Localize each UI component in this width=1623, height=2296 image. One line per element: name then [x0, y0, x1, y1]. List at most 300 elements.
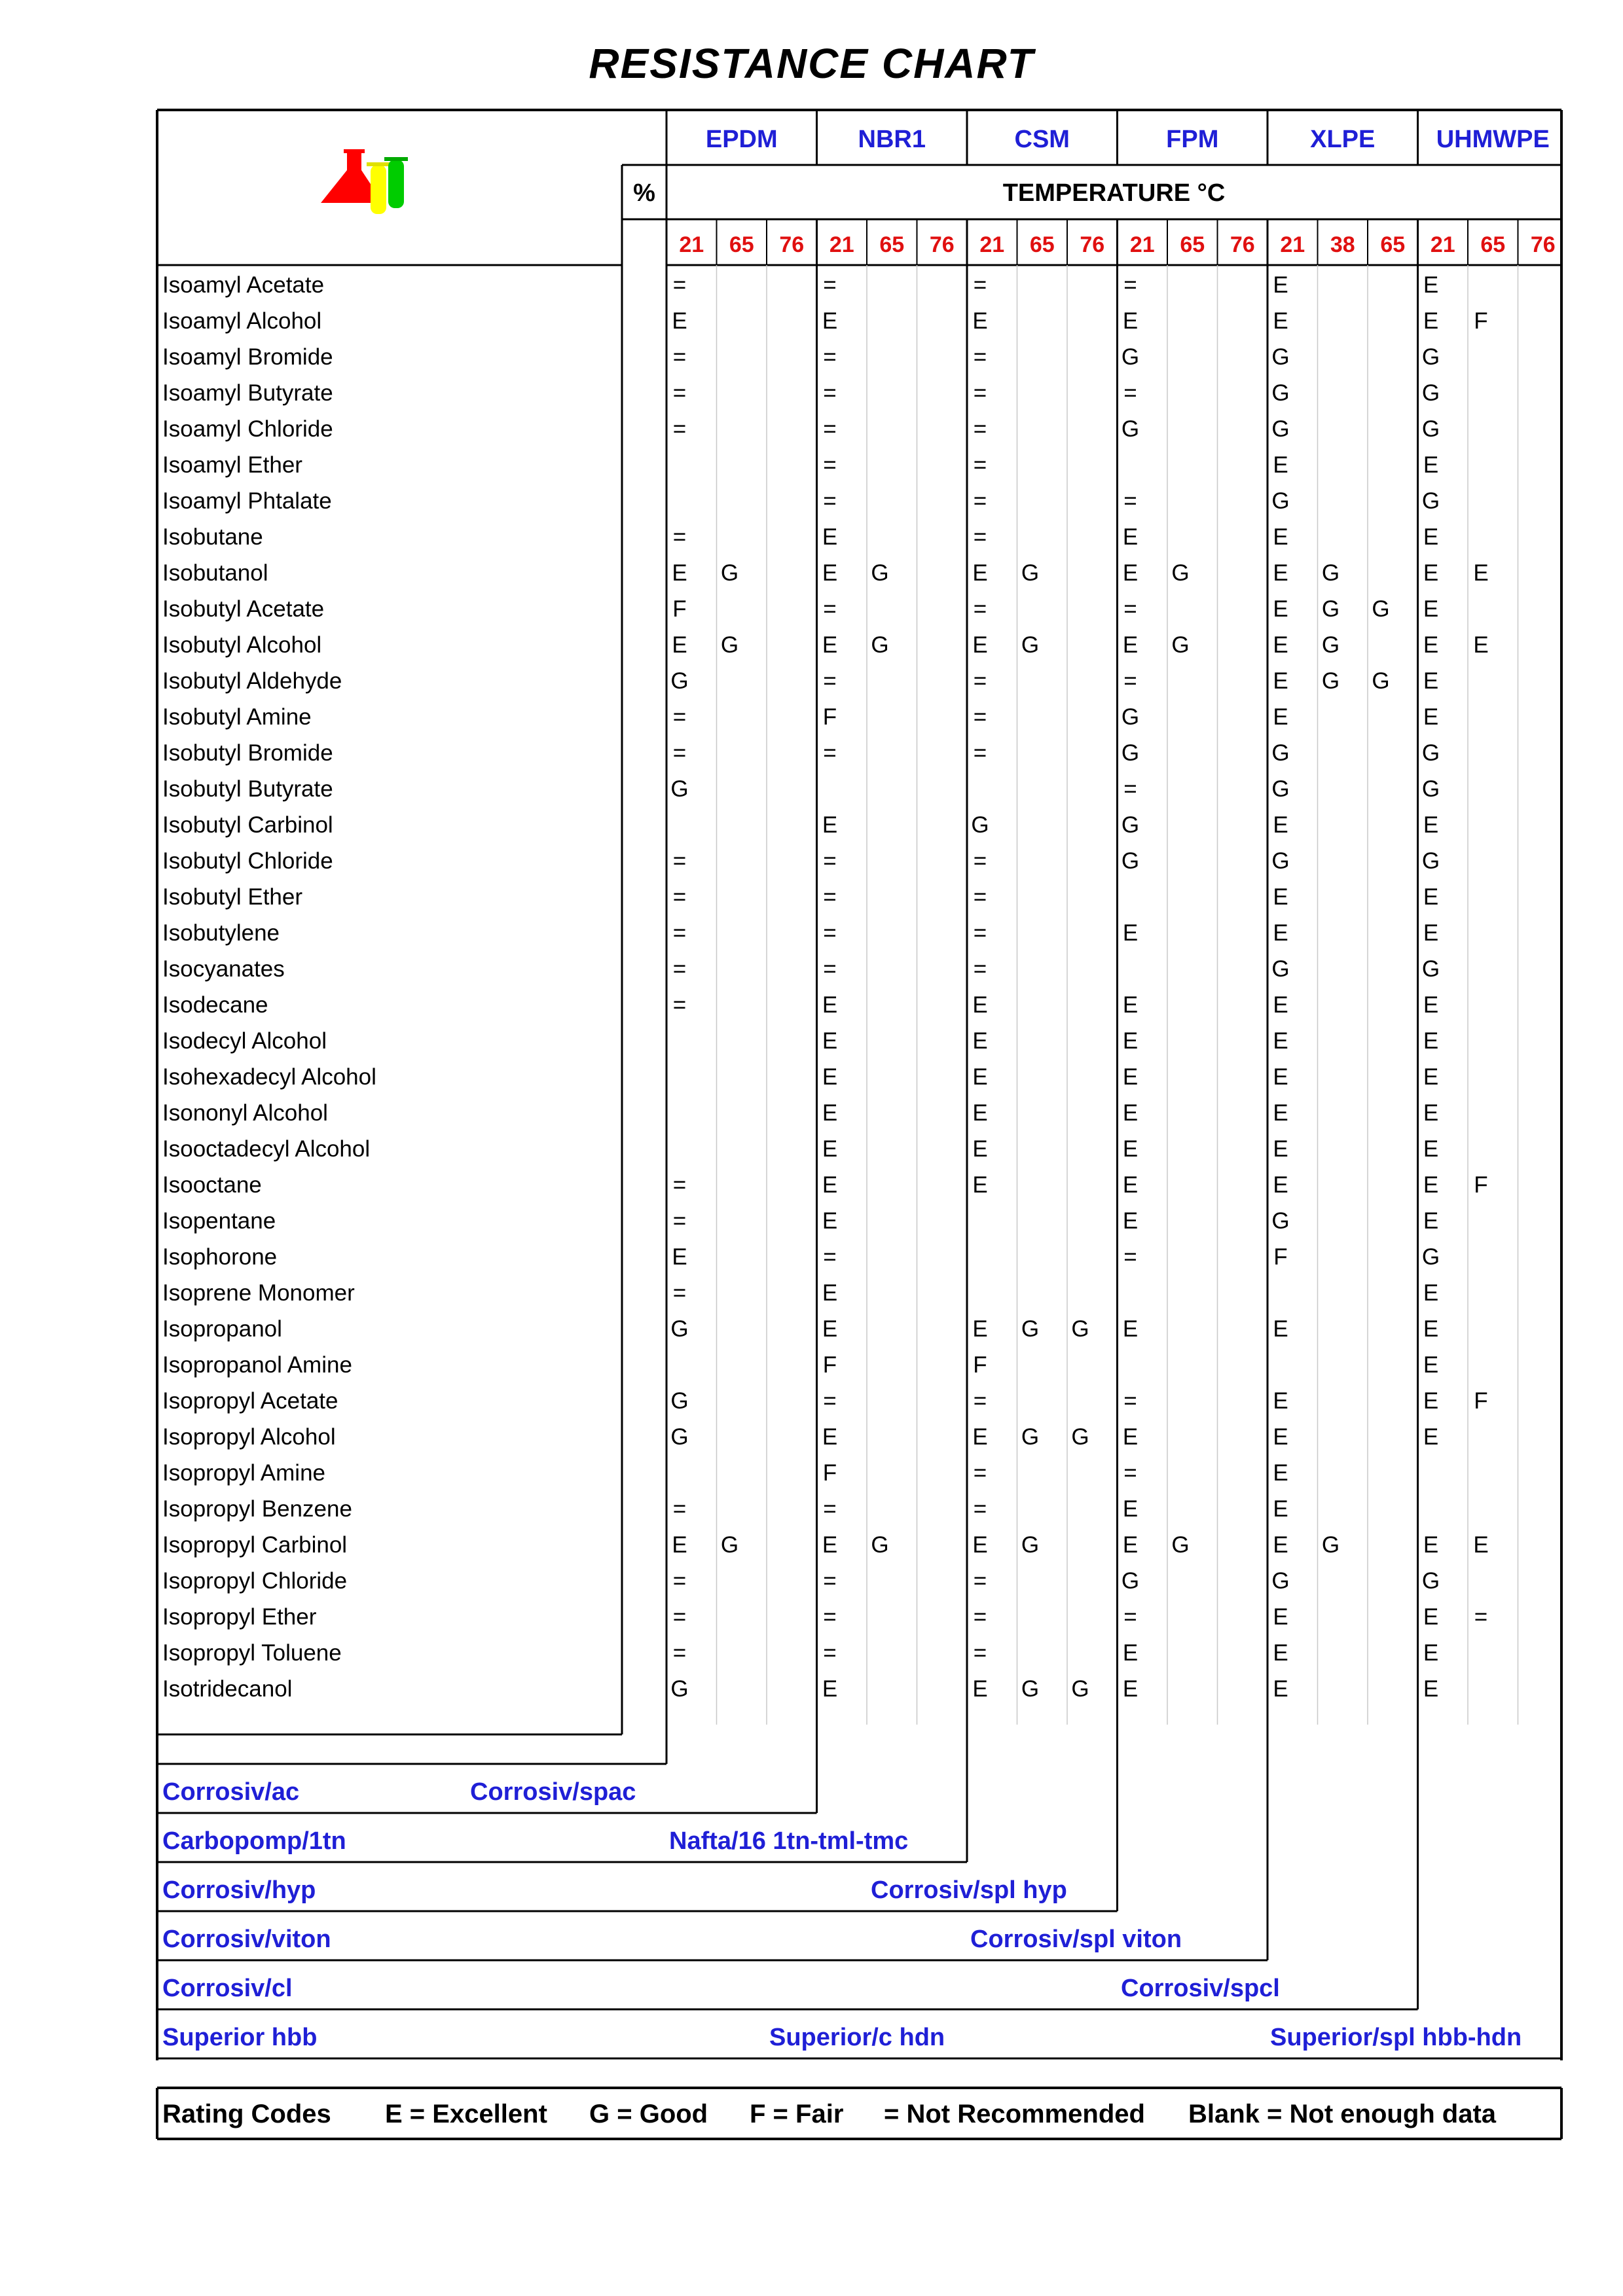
material-header-uhmwpe: UHMWPE: [1436, 126, 1550, 153]
rating-cell: E: [1273, 272, 1288, 298]
rating-cell: G: [1021, 560, 1040, 586]
rating-cell: G: [1121, 344, 1140, 370]
rating-cell: E: [1423, 452, 1439, 478]
rating-cell: G: [1121, 812, 1140, 838]
chemical-name: Isopropanol Amine: [162, 1352, 352, 1378]
rating-cell: =: [973, 704, 987, 730]
rating-cell: G: [670, 1316, 689, 1342]
rating-cell: E: [1423, 1424, 1439, 1450]
temperature-label: 38: [1330, 232, 1355, 257]
rating-cell: G: [1121, 1568, 1140, 1594]
rating-cell: =: [973, 1496, 987, 1522]
rating-cell: G: [1271, 1568, 1290, 1594]
rating-cell: G: [1271, 344, 1290, 370]
chemical-name: Isobutylene: [162, 920, 280, 946]
rating-cell: G: [670, 1676, 689, 1702]
rating-cell: =: [823, 488, 837, 514]
rating-cell: E: [972, 1136, 988, 1162]
chemical-name: Isobutyl Bromide: [162, 740, 333, 766]
rating-cell: E: [1273, 1136, 1288, 1162]
rating-cell: G: [1021, 632, 1040, 658]
rating-cell: E: [822, 1064, 838, 1090]
rating-cell: G: [670, 668, 689, 694]
legend-item: F = Fair: [750, 2100, 844, 2128]
rating-cell: G: [1321, 668, 1340, 694]
rating-cell: F: [1474, 308, 1488, 334]
rating-cell: E: [1273, 884, 1288, 910]
rating-cell: G: [1021, 1676, 1040, 1702]
temperature-label: 65: [1480, 232, 1506, 257]
chemical-name: Isononyl Alcohol: [162, 1100, 328, 1126]
rating-cell: =: [973, 416, 987, 442]
rating-cell: =: [672, 272, 687, 298]
rating-cell: =: [823, 380, 837, 406]
rating-cell: =: [973, 920, 987, 946]
rating-cell: G: [1421, 380, 1440, 406]
chemical-name: Isophorone: [162, 1244, 278, 1270]
rating-cell: E: [1273, 704, 1288, 730]
rating-cell: E: [822, 1532, 838, 1558]
temperature-label: 76: [929, 232, 955, 257]
rating-cell: E: [1423, 1352, 1439, 1378]
rating-cell: E: [1423, 272, 1439, 298]
note-label: Corrosiv/spl hyp: [871, 1876, 1067, 1904]
rating-cell: G: [1321, 596, 1340, 622]
rating-cell: E: [1273, 632, 1288, 658]
rating-cell: G: [1121, 740, 1140, 766]
rating-cell: E: [1423, 668, 1439, 694]
chemical-name: Isohexadecyl Alcohol: [162, 1064, 376, 1090]
rating-cell: =: [1123, 272, 1137, 298]
rating-cell: E: [1122, 524, 1139, 550]
rating-cell: E: [1423, 1028, 1439, 1054]
note-label: Corrosiv/viton: [162, 1926, 331, 1953]
rating-cell: =: [672, 344, 687, 370]
rating-cell: G: [1271, 1208, 1290, 1234]
rating-cell: E: [822, 1136, 838, 1162]
chemical-name: Isobutane: [162, 524, 263, 550]
rating-cell: E: [1423, 704, 1439, 730]
rating-cell: E: [822, 1172, 838, 1198]
temperature-label: 76: [1530, 232, 1556, 257]
rating-cell: E: [1122, 1640, 1139, 1666]
rating-cell: G: [720, 632, 739, 658]
rating-cell: E: [1273, 596, 1288, 622]
rating-cell: E: [1273, 452, 1288, 478]
rating-cell: E: [1273, 308, 1288, 334]
rating-cell: =: [1123, 1388, 1137, 1414]
rating-cell: E: [1273, 1532, 1288, 1558]
rating-cell: G: [1321, 632, 1340, 658]
temperature-label: 21: [829, 232, 854, 257]
rating-cell: E: [1273, 524, 1288, 550]
note-label: Carbopomp/1tn: [162, 1827, 346, 1855]
rating-cell: E: [1423, 524, 1439, 550]
rating-cell: E: [1423, 1100, 1439, 1126]
rating-cell: =: [672, 920, 687, 946]
rating-cell: G: [1421, 344, 1440, 370]
rating-cell: G: [1271, 848, 1290, 874]
rating-cell: =: [973, 956, 987, 982]
rating-cell: =: [672, 1280, 687, 1306]
rating-cell: =: [823, 920, 837, 946]
rating-cell: E: [1122, 1496, 1139, 1522]
rating-cell: E: [1273, 1172, 1288, 1198]
chemical-name: Isobutyl Aldehyde: [162, 668, 342, 694]
rating-cell: =: [973, 1388, 987, 1414]
legend-item: G = Good: [589, 2100, 708, 2128]
rating-cell: E: [1423, 1388, 1439, 1414]
temperature-label: 76: [1080, 232, 1105, 257]
rating-cell: E: [1122, 1316, 1139, 1342]
rating-cell: =: [973, 344, 987, 370]
chemical-name: Isoprene Monomer: [162, 1280, 355, 1306]
rating-cell: G: [1271, 416, 1290, 442]
rating-cell: =: [823, 1640, 837, 1666]
rating-cell: E: [1122, 632, 1139, 658]
temperature-label: 21: [679, 232, 704, 257]
rating-cell: E: [822, 1100, 838, 1126]
note-label: Corrosiv/cl: [162, 1975, 293, 2002]
rating-cell: =: [672, 884, 687, 910]
rating-cell: E: [1122, 1028, 1139, 1054]
rating-cell: G: [1421, 776, 1440, 802]
rating-cell: G: [1171, 1532, 1190, 1558]
rating-cell: E: [972, 1532, 988, 1558]
rating-cell: E: [672, 1532, 687, 1558]
rating-cell: E: [972, 1100, 988, 1126]
chart-logo: [321, 149, 408, 214]
rating-cell: G: [1271, 488, 1290, 514]
temperature-header: TEMPERATURE °C: [1002, 179, 1226, 207]
material-header-nbr1: NBR1: [858, 126, 926, 153]
rating-cell: E: [1273, 920, 1288, 946]
chemical-name: Isopropyl Toluene: [162, 1640, 342, 1666]
rating-cell: G: [1071, 1676, 1089, 1702]
rating-cell: G: [1021, 1424, 1040, 1450]
rating-cell: E: [1122, 560, 1139, 586]
chemical-name: Isopropyl Chloride: [162, 1568, 348, 1594]
chemical-name: Isopropyl Acetate: [162, 1388, 338, 1414]
rating-cell: E: [972, 1064, 988, 1090]
rating-cell: E: [1273, 992, 1288, 1018]
chemical-name: Isotridecanol: [162, 1676, 293, 1702]
chemical-name: Isobutyl Butyrate: [162, 776, 333, 802]
chemical-name: Isobutyl Alcohol: [162, 632, 322, 658]
rating-cell: =: [1123, 1604, 1137, 1630]
rating-cell: =: [1123, 596, 1137, 622]
rating-cell: =: [973, 524, 987, 550]
rating-cell: G: [1071, 1424, 1089, 1450]
rating-cell: =: [823, 596, 837, 622]
rating-cell: F: [1273, 1244, 1288, 1270]
rating-cell: E: [1273, 812, 1288, 838]
rating-cell: E: [1122, 308, 1139, 334]
material-header-xlpe: XLPE: [1310, 126, 1376, 153]
rating-cell: =: [823, 344, 837, 370]
rating-cell: E: [1423, 308, 1439, 334]
chemical-name: Isopropyl Ether: [162, 1604, 317, 1630]
rating-cell: G: [1421, 1244, 1440, 1270]
rating-cell: =: [1123, 488, 1137, 514]
rating-cell: =: [1123, 1244, 1137, 1270]
rating-cell: E: [672, 1244, 687, 1270]
rating-cell: =: [973, 1460, 987, 1486]
page-title: RESISTANCE CHART: [589, 40, 1034, 87]
rating-cell: E: [1423, 1676, 1439, 1702]
rating-cell: E: [972, 992, 988, 1018]
temperature-label: 21: [979, 232, 1005, 257]
rating-cell: E: [1423, 1640, 1439, 1666]
rating-cell: E: [1473, 560, 1489, 586]
rating-cell: G: [1021, 1316, 1040, 1342]
temperature-label: 21: [1280, 232, 1305, 257]
rating-cell: G: [670, 1388, 689, 1414]
rating-cell: G: [1421, 740, 1440, 766]
note-label: Corrosiv/spcl: [1121, 1975, 1280, 2002]
rating-cell: G: [720, 1532, 739, 1558]
rating-cell: E: [822, 524, 838, 550]
chemical-name: Isodecane: [162, 992, 268, 1018]
temperature-label: 21: [1430, 232, 1455, 257]
rating-cell: E: [1273, 560, 1288, 586]
legend-item: = Not Recommended: [884, 2100, 1145, 2128]
rating-cell: E: [1423, 632, 1439, 658]
rating-cell: =: [823, 884, 837, 910]
rating-cell: E: [822, 560, 838, 586]
rating-cell: E: [822, 632, 838, 658]
chemical-name: Isopropanol: [162, 1316, 282, 1342]
rating-cell: G: [1271, 956, 1290, 982]
note-label: Corrosiv/hyp: [162, 1876, 316, 1904]
chemical-name: Isoamyl Chloride: [162, 416, 333, 442]
rating-cell: E: [822, 1280, 838, 1306]
rating-cell: G: [1121, 416, 1140, 442]
rating-cell: E: [1122, 1532, 1139, 1558]
rating-cell: E: [1473, 632, 1489, 658]
rating-cell: G: [1372, 668, 1390, 694]
legend-label: Rating Codes: [162, 2100, 331, 2128]
temperature-label: 65: [1029, 232, 1055, 257]
rating-cell: =: [1123, 380, 1137, 406]
rating-cell: E: [1122, 1136, 1139, 1162]
rating-cell: E: [972, 1676, 988, 1702]
rating-cell: G: [871, 1532, 889, 1558]
rating-cell: E: [1423, 812, 1439, 838]
note-label: Corrosiv/spl viton: [970, 1926, 1182, 1953]
chemical-name: Isobutyl Ether: [162, 884, 302, 910]
rating-cell: =: [823, 1496, 837, 1522]
rating-cell: E: [672, 560, 687, 586]
rating-cell: F: [672, 596, 687, 622]
rating-cell: G: [670, 776, 689, 802]
chemical-name: Isoamyl Bromide: [162, 344, 333, 370]
temperature-label: 65: [1380, 232, 1406, 257]
rating-cell: G: [871, 632, 889, 658]
rating-cell: E: [1273, 1676, 1288, 1702]
rating-cell: E: [822, 1028, 838, 1054]
rating-cell: E: [1423, 1208, 1439, 1234]
rating-cell: F: [822, 1352, 837, 1378]
temperature-label: 65: [879, 232, 905, 257]
rating-cell: G: [1421, 848, 1440, 874]
rating-cell: E: [1423, 596, 1439, 622]
rating-cell: E: [1273, 668, 1288, 694]
rating-cell: G: [1071, 1316, 1089, 1342]
rating-cell: G: [1021, 1532, 1040, 1558]
chemical-name: Isopropyl Carbinol: [162, 1532, 348, 1558]
rating-cell: F: [822, 704, 837, 730]
rating-cell: E: [672, 632, 687, 658]
rating-cell: =: [672, 380, 687, 406]
rating-cell: =: [1123, 776, 1137, 802]
rating-cell: =: [1123, 668, 1137, 694]
chemical-name: Isocyanates: [162, 956, 285, 982]
rating-cell: =: [823, 1388, 837, 1414]
rating-cell: =: [823, 848, 837, 874]
rating-cell: G: [670, 1424, 689, 1450]
rating-cell: E: [1122, 1424, 1139, 1450]
rating-cell: F: [822, 1460, 837, 1486]
note-label: Superior/c hdn: [769, 2024, 945, 2051]
rating-cell: G: [971, 812, 989, 838]
rating-cell: E: [822, 992, 838, 1018]
percent-header: %: [633, 179, 655, 207]
rating-cell: E: [1423, 1316, 1439, 1342]
rating-cell: G: [1121, 848, 1140, 874]
chemical-name: Isopropyl Alcohol: [162, 1424, 336, 1450]
rating-cell: E: [1423, 992, 1439, 1018]
rating-cell: E: [822, 1316, 838, 1342]
rating-cell: E: [972, 1316, 988, 1342]
rating-cell: =: [672, 1604, 687, 1630]
rating-cell: E: [1273, 1424, 1288, 1450]
rating-cell: G: [720, 560, 739, 586]
rating-cell: E: [1273, 1640, 1288, 1666]
chemical-name: Isodecyl Alcohol: [162, 1028, 327, 1054]
rating-cell: G: [1271, 740, 1290, 766]
rating-cell: =: [973, 884, 987, 910]
rating-cell: =: [1123, 1460, 1137, 1486]
rating-cell: G: [1421, 1568, 1440, 1594]
rating-cell: E: [1423, 560, 1439, 586]
rating-cell: =: [823, 1244, 837, 1270]
rating-cell: E: [972, 632, 988, 658]
rating-cell: G: [1321, 1532, 1340, 1558]
rating-cell: E: [1122, 1208, 1139, 1234]
chemical-name: Isooctadecyl Alcohol: [162, 1136, 371, 1162]
chemical-name: Isoamyl Acetate: [162, 272, 325, 298]
rating-cell: E: [1273, 1100, 1288, 1126]
chemical-name: Isobutyl Carbinol: [162, 812, 333, 838]
rating-cell: E: [822, 812, 838, 838]
rating-cell: E: [972, 1172, 988, 1198]
note-label: Corrosiv/ac: [162, 1778, 300, 1806]
rating-cell: =: [823, 740, 837, 766]
rating-cell: E: [1423, 884, 1439, 910]
chemical-name: Isobutyl Amine: [162, 704, 312, 730]
rating-cell: E: [822, 1424, 838, 1450]
chemical-name: Isopropyl Benzene: [162, 1496, 352, 1522]
rating-cell: F: [973, 1352, 987, 1378]
rating-cell: E: [1423, 1172, 1439, 1198]
chemical-name: Isooctane: [162, 1172, 262, 1198]
chemical-name: Isobutyl Acetate: [162, 596, 325, 622]
temperature-label: 76: [1230, 232, 1255, 257]
chemical-name: Isoamyl Butyrate: [162, 380, 333, 406]
rating-cell: =: [672, 848, 687, 874]
note-label: Superior hbb: [162, 2024, 318, 2051]
chemical-name: Isobutanol: [162, 560, 268, 586]
rating-cell: =: [672, 704, 687, 730]
rating-cell: E: [1122, 1172, 1139, 1198]
chemical-name: Isobutyl Chloride: [162, 848, 333, 874]
rating-cell: E: [1122, 1100, 1139, 1126]
temperature-label: 21: [1129, 232, 1155, 257]
material-header-fpm: FPM: [1166, 126, 1219, 153]
rating-cell: G: [1171, 560, 1190, 586]
rating-cell: G: [871, 560, 889, 586]
rating-cell: E: [1273, 1388, 1288, 1414]
rating-cell: E: [822, 1208, 838, 1234]
temperature-label: 65: [1180, 232, 1205, 257]
rating-cell: E: [1423, 1064, 1439, 1090]
rating-cell: E: [972, 308, 988, 334]
rating-cell: =: [973, 1568, 987, 1594]
rating-cell: G: [1271, 380, 1290, 406]
note-label: Nafta/16 1tn-tml-tmc: [669, 1827, 909, 1855]
rating-cell: F: [1474, 1388, 1488, 1414]
rating-cell: =: [823, 452, 837, 478]
rating-cell: =: [1474, 1604, 1488, 1630]
rating-cell: G: [1321, 560, 1340, 586]
material-header-csm: CSM: [1014, 126, 1070, 153]
rating-cell: E: [1423, 1532, 1439, 1558]
rating-cell: =: [672, 1640, 687, 1666]
rating-cell: F: [1474, 1172, 1488, 1198]
rating-cell: =: [973, 380, 987, 406]
rating-cell: =: [973, 848, 987, 874]
green-tube-icon: [388, 160, 404, 208]
rating-cell: =: [672, 1172, 687, 1198]
rating-cell: =: [973, 1604, 987, 1630]
rating-cell: E: [672, 308, 687, 334]
temperature-label: 65: [729, 232, 754, 257]
rating-cell: =: [672, 1496, 687, 1522]
rating-cell: =: [973, 740, 987, 766]
rating-cell: =: [973, 272, 987, 298]
rating-cell: =: [672, 740, 687, 766]
chemical-name: Isoamyl Alcohol: [162, 308, 322, 334]
rating-cell: E: [1423, 1136, 1439, 1162]
rating-cell: E: [1122, 992, 1139, 1018]
rating-cell: =: [973, 488, 987, 514]
note-label: Superior/spl hbb-hdn: [1270, 2024, 1522, 2051]
rating-cell: =: [823, 668, 837, 694]
rating-cell: =: [672, 992, 687, 1018]
rating-cell: E: [972, 560, 988, 586]
rating-cell: E: [972, 1424, 988, 1450]
legend-item: E = Excellent: [385, 2100, 547, 2128]
yellow-tube-icon: [371, 165, 386, 214]
rating-cell: =: [823, 956, 837, 982]
rating-cell: E: [1273, 1064, 1288, 1090]
chemical-name: Isoamyl Phtalate: [162, 488, 332, 514]
temperature-label: 76: [779, 232, 805, 257]
rating-cell: E: [1122, 1064, 1139, 1090]
rating-cell: G: [1421, 488, 1440, 514]
rating-cell: =: [823, 1568, 837, 1594]
